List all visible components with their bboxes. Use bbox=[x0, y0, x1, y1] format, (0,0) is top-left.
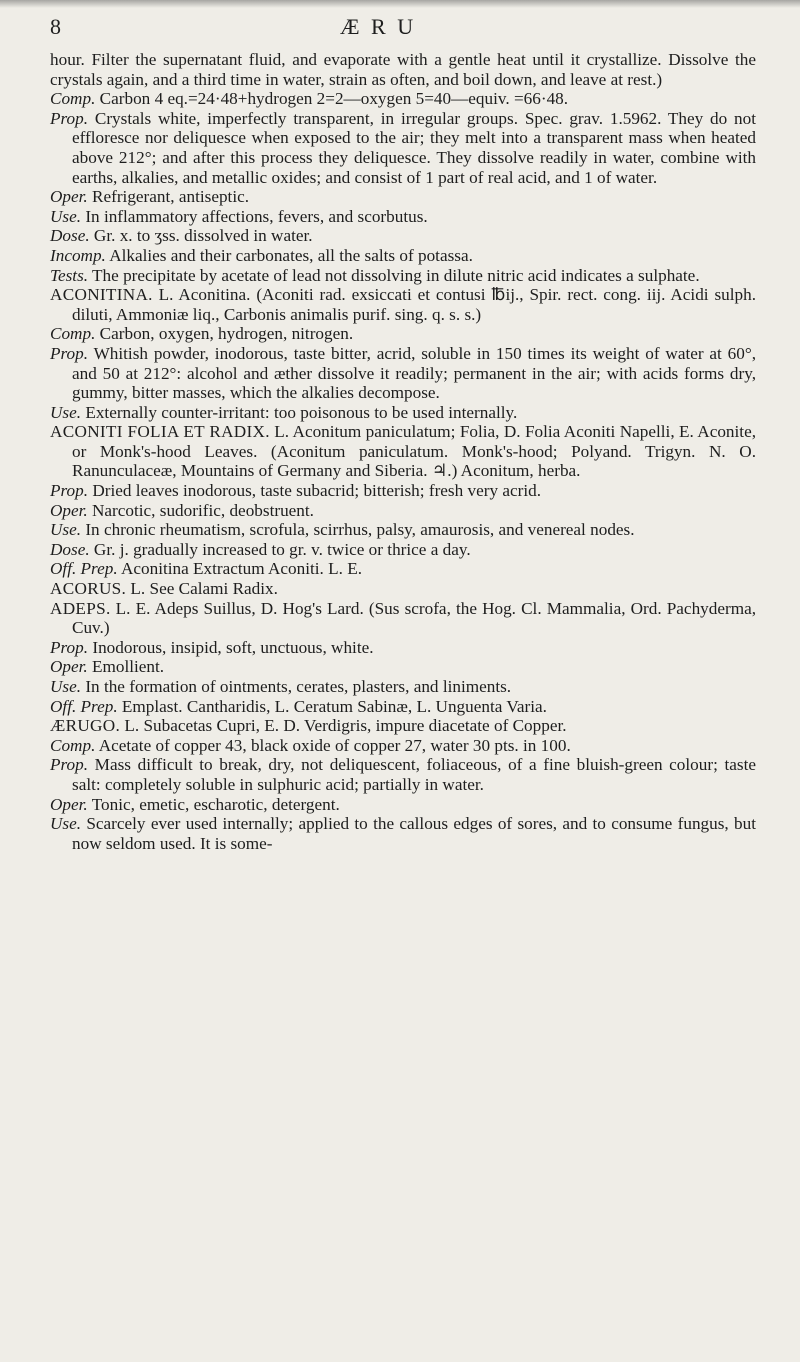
entry-label: Prop. bbox=[50, 108, 89, 128]
entry-e28 bbox=[50, 795, 756, 815]
entry-e8 bbox=[50, 266, 756, 286]
entry-text: Externally counter-irritant: too poisonous to be used internally. bbox=[81, 402, 518, 422]
entry-e1 bbox=[50, 50, 756, 89]
entry-e11 bbox=[50, 344, 756, 403]
entry-e22 bbox=[50, 657, 756, 677]
entry-text: In chronic rheumatism, scrofula, scirrhus, palsy, amaurosis, and venereal nodes. bbox=[81, 520, 635, 540]
scan-edge-shadow bbox=[0, 0, 800, 8]
entry-headword: ADEPS. bbox=[50, 598, 111, 618]
entry-text: Narcotic, sudorific, deobstruent. bbox=[87, 500, 314, 520]
entry-text: Alkalies and their carbonates, all the salts of potassa. bbox=[105, 245, 473, 265]
page-number: 8 bbox=[50, 14, 61, 39]
entry-text: Crystals white, imperfectly transparent, in irregular groups. Spec. grav. 1.5962. They do not effloresce nor deliquesce when exposed to the air; they melt into a transparent mass when heated above 212°; and after this process they deliquesce. They dissolve readily in water, combine with earths, alkalies, and metallic oxides; and consist of 1 part of real acid, and 1 of water. bbox=[72, 108, 756, 187]
entry-text: Gr. j. gradually increased to gr. v. twice or thrice a day. bbox=[89, 539, 471, 559]
entry-label: Dose. bbox=[50, 226, 90, 246]
entry-e19 bbox=[50, 579, 756, 599]
entry-e23 bbox=[50, 677, 756, 697]
entry-e14 bbox=[50, 481, 756, 501]
entry-e6 bbox=[50, 226, 756, 246]
entry-label: Use. bbox=[50, 677, 82, 696]
entry-label: Off. Prep. bbox=[50, 696, 118, 716]
entry-headword: ÆRUGO. bbox=[50, 716, 121, 736]
entry-label: Use. bbox=[50, 814, 82, 834]
entry-text: Gr. x. to ʒss. dissolved in water. bbox=[89, 226, 313, 246]
entry-text: Inodorous, insipid, soft, unctuous, white. bbox=[88, 637, 374, 657]
entry-label: Incomp. bbox=[50, 245, 106, 265]
entry-e9 bbox=[50, 285, 756, 324]
entry-label: Oper. bbox=[50, 500, 88, 520]
entry-label: Oper. bbox=[50, 187, 88, 207]
entry-e16 bbox=[50, 520, 756, 540]
entry-e26 bbox=[50, 736, 756, 756]
entry-text: The precipitate by acetate of lead not dissolving in dilute nitric acid indicates a sulphate. bbox=[88, 265, 700, 285]
entry-e7 bbox=[50, 246, 756, 266]
entry-label: Prop. bbox=[50, 755, 89, 775]
entry-label: Prop. bbox=[50, 481, 89, 501]
entry-e5 bbox=[50, 207, 756, 227]
entry-e17 bbox=[50, 540, 756, 560]
entry-label: Comp. bbox=[50, 89, 96, 109]
entry-e10 bbox=[50, 324, 756, 344]
entry-label: Use. bbox=[50, 402, 82, 422]
entry-text: Whitish powder, inodorous, taste bitter, acrid, soluble in 150 times its weight of water at 60°, and 50 at 212°: alcohol and æther dissolve it readily; permanent in the air; with acids forms dry, gummy, bitter masses, which the alkalies decompose. bbox=[72, 343, 756, 403]
entry-text: Emollient. bbox=[87, 657, 165, 677]
entry-headword: ACONITINA. bbox=[50, 285, 153, 305]
entry-label: Use. bbox=[50, 206, 82, 226]
entry-headword: ACORUS. bbox=[50, 579, 127, 599]
entry-e12 bbox=[50, 403, 756, 423]
entry-label: Dose. bbox=[50, 539, 90, 559]
entry-e20 bbox=[50, 599, 756, 638]
dictionary-entries bbox=[50, 50, 756, 853]
entry-text: Carbon 4 eq.=24·48+hydrogen 2=2—oxygen 5=40—equiv. =66·48. bbox=[95, 89, 569, 109]
running-head bbox=[50, 14, 756, 44]
entry-text: Mass difficult to break, dry, not deliquescent, foliaceous, of a fine bluish-green colour; taste salt: completely soluble in sulphuric acid; partially in water. bbox=[72, 755, 756, 794]
entry-e2 bbox=[50, 89, 756, 109]
entry-text: Acetate of copper 43, black oxide of copper 27, water 30 pts. in 100. bbox=[95, 735, 571, 755]
entry-e25 bbox=[50, 716, 756, 736]
entry-label: Comp. bbox=[50, 324, 96, 344]
entry-text: In inflammatory affections, fevers, and scorbutus. bbox=[81, 206, 428, 226]
entry-e21 bbox=[50, 638, 756, 658]
entry-headword: ACONITI FOLIA ET RADIX. bbox=[50, 422, 270, 442]
entry-e3 bbox=[50, 109, 756, 187]
entry-text: Aconitina Extractum Aconiti. L. E. bbox=[117, 559, 363, 579]
entry-e18 bbox=[50, 559, 756, 579]
entry-label: Use. bbox=[50, 520, 82, 540]
entry-label: Tests. bbox=[50, 265, 89, 285]
entry-text: hour. Filter the supernatant fluid, and evaporate with a gentle heat until it crystallize. Dissolve the crystals again, and a third time in water, strain as often, and boil down, and leave at rest.) bbox=[50, 50, 756, 89]
entry-label: Oper. bbox=[50, 657, 88, 677]
entry-label: Comp. bbox=[50, 735, 96, 755]
entry-e15 bbox=[50, 501, 756, 521]
entry-text: Carbon, oxygen, hydrogen, nitrogen. bbox=[95, 324, 354, 344]
entry-text: L. Aconitum paniculatum; Folia, D. Folia Aconiti Napelli, E. Aconite, or Monk's-hood Leaves. (Aconitum paniculatum. Monk's-hood; Polyand. Trigyn. N. O. Ranunculaceæ, Mountains of Germany and Siberia. ♃.) Aconitum, herba. bbox=[72, 422, 757, 481]
entry-label: Oper. bbox=[50, 794, 88, 814]
entry-text: Dried leaves inodorous, taste subacrid; bitterish; fresh very acrid. bbox=[88, 481, 541, 501]
entry-e13 bbox=[50, 422, 756, 481]
running-title: Æ R U bbox=[340, 14, 417, 39]
entry-text: Tonic, emetic, escharotic, detergent. bbox=[87, 794, 340, 814]
entry-text: L. Aconitina. (Aconiti rad. exsiccati et contusi ℔ij., Spir. rect. cong. iij. Acidi sulph. diluti, Ammoniæ liq., Carbonis animalis purif. sing. q. s. s.) bbox=[72, 285, 756, 324]
entry-text: In the formation of ointments, cerates, plasters, and liniments. bbox=[81, 677, 512, 696]
entry-e24 bbox=[50, 697, 756, 717]
entry-e4 bbox=[50, 187, 756, 207]
entry-text: Emplast. Cantharidis, L. Ceratum Sabinæ, L. Unguenta Varia. bbox=[117, 696, 547, 716]
entry-label: Prop. bbox=[50, 343, 89, 363]
entry-label: Prop. bbox=[50, 637, 89, 657]
entry-label: Off. Prep. bbox=[50, 559, 118, 579]
entry-e27 bbox=[50, 755, 756, 794]
entry-text: L. E. Adeps Suillus, D. Hog's Lard. (Sus scrofa, the Hog. Cl. Mammalia, Ord. Pachyderma, Cuv.) bbox=[72, 598, 756, 638]
entry-e29 bbox=[50, 814, 756, 853]
entry-text: L. See Calami Radix. bbox=[126, 579, 278, 599]
entry-text: L. Subacetas Cupri, E. D. Verdigris, impure diacetate of Copper. bbox=[120, 716, 567, 736]
entry-text: Refrigerant, antiseptic. bbox=[87, 187, 250, 207]
entry-text: Scarcely ever used internally; applied to the callous edges of sores, and to consume fungus, but now seldom used. It is some- bbox=[72, 814, 756, 853]
